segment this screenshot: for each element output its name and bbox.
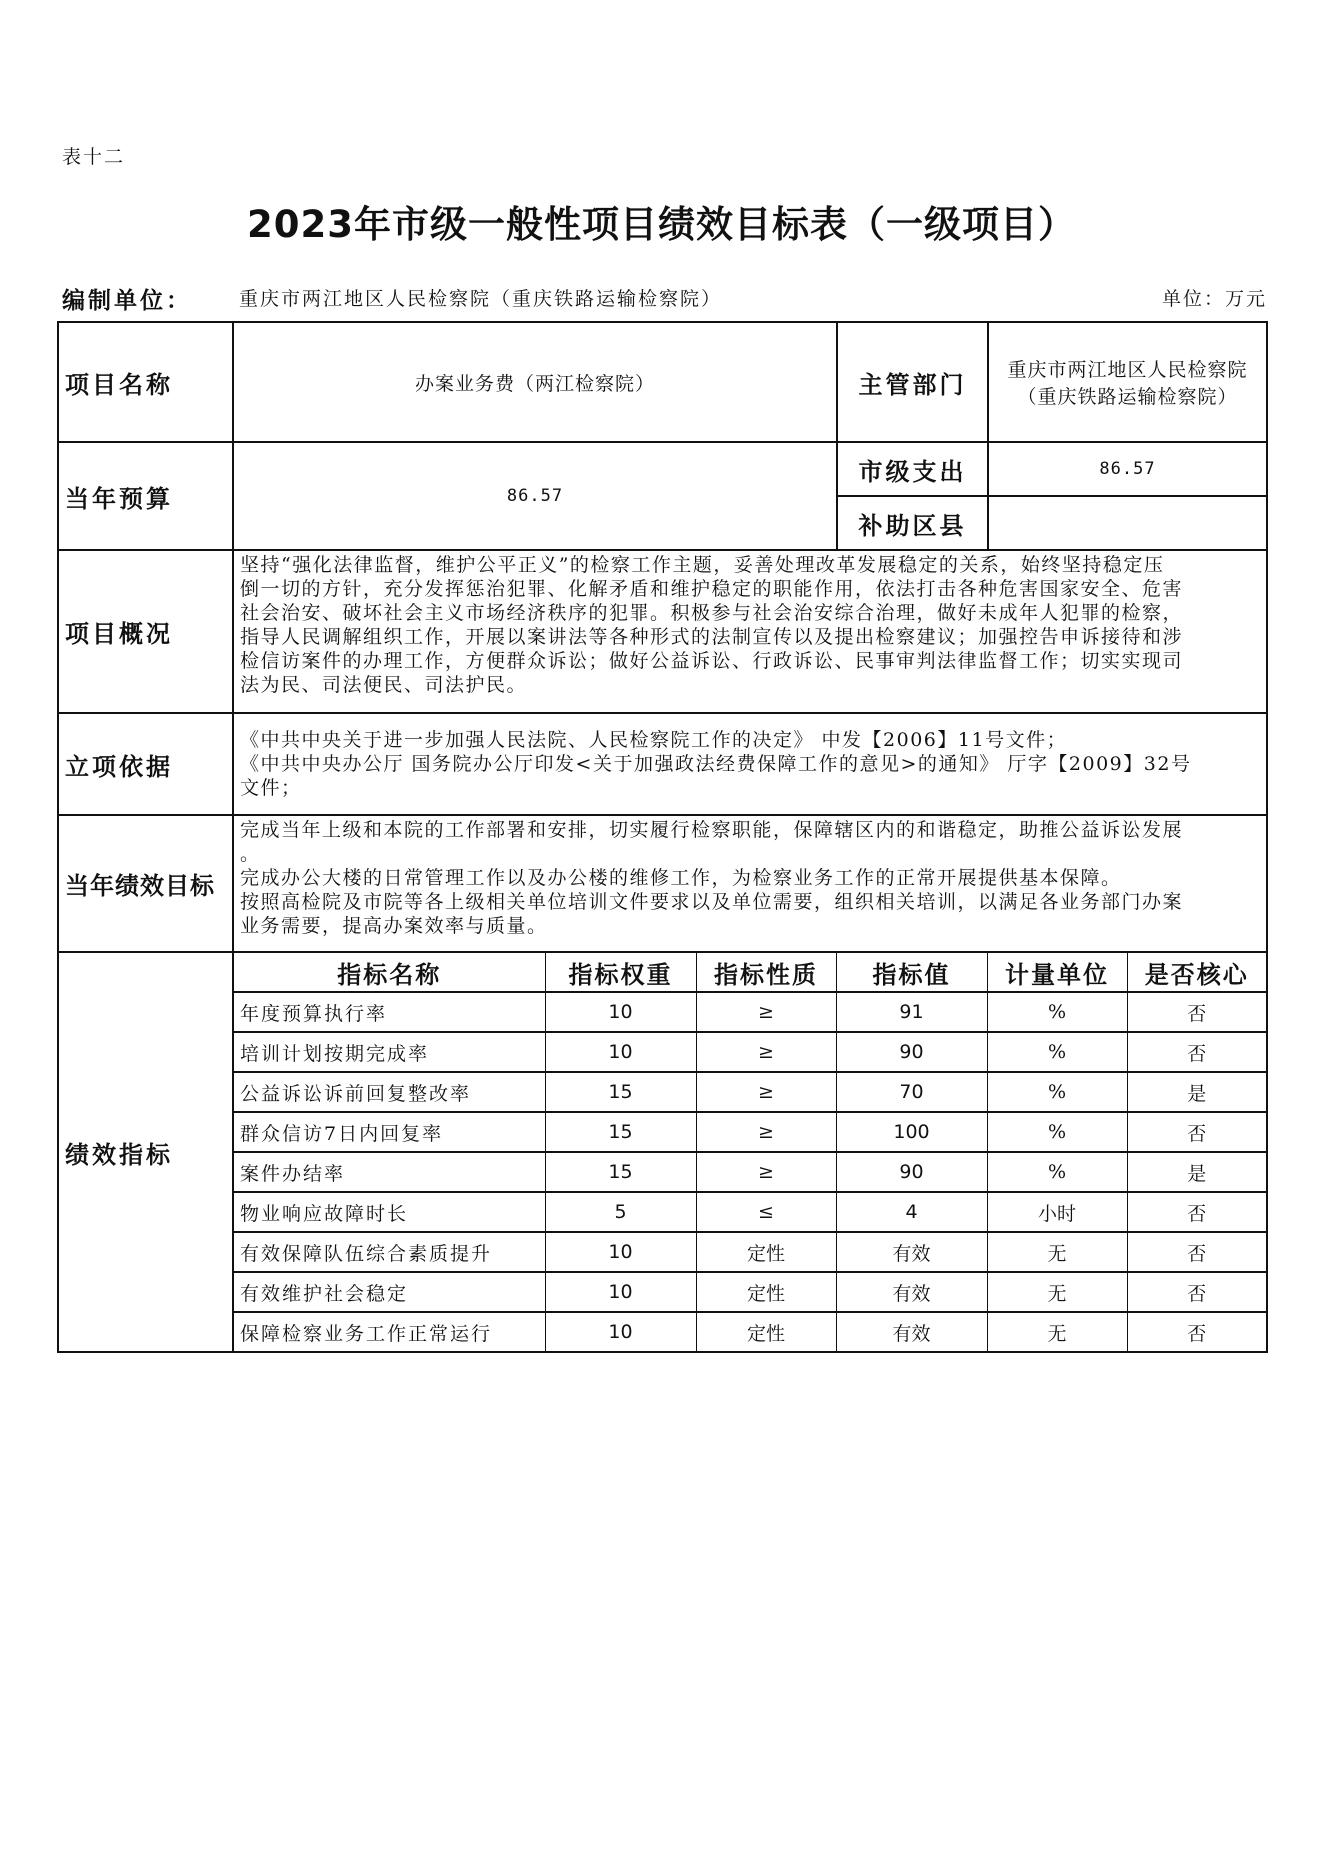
indicator-core: 否 [1127, 1112, 1266, 1152]
indicator-nature: ≥ [696, 1112, 836, 1152]
overview-line: 检信访案件的办理工作，方便群众诉讼；做好公益诉讼、行政诉讼、民事审判法律监督工作；切实实现司 [240, 650, 1184, 672]
indicator-value: 有效 [836, 1232, 987, 1272]
indicator-core: 是 [1127, 1072, 1266, 1112]
indicator-name: 培训计划按期完成率 [234, 1032, 545, 1072]
indicator-nature: 定性 [696, 1272, 836, 1312]
indicator-weight: 10 [545, 1232, 696, 1272]
indicator-core: 否 [1127, 1272, 1266, 1312]
indicator-value: 4 [836, 1192, 987, 1232]
indicator-name: 物业响应故障时长 [234, 1192, 545, 1232]
goals-label: 当年绩效目标 [58, 815, 233, 952]
indicator-weight: 15 [545, 1152, 696, 1192]
city-expense-value: 86.57 [988, 442, 1267, 496]
indicator-unit: 小时 [987, 1192, 1127, 1232]
indicator-nature: ≥ [696, 1072, 836, 1112]
overview-line: 倒一切的方针，充分发挥惩治犯罪、化解矛盾和维护稳定的职能作用，依法打击各种危害国家安全、危害 [240, 578, 1184, 600]
org-label: 编制单位： [62, 287, 192, 314]
overview-label: 项目概况 [58, 550, 233, 713]
indicator-value: 有效 [836, 1312, 987, 1351]
overview-text [233, 550, 1267, 713]
goals-line: 完成当年上级和本院的工作部署和安排，切实履行检察职能，保障辖区内的和谐稳定，助推公益诉讼发展 [240, 819, 1184, 841]
subsidy-label: 补助区县 [837, 496, 988, 550]
indicator-weight: 10 [545, 1032, 696, 1072]
goals-row [58, 815, 1267, 952]
overview-line: 指导人民调解组织工作，开展以案讲法等各种形式的法制宣传以及提出检察建议；加强控告申诉接待和涉 [240, 626, 1184, 648]
indicators-row [58, 952, 1267, 1352]
budget-row [58, 442, 1267, 496]
indicator-weight: 10 [545, 992, 696, 1032]
goals-line: 按照高检院及市院等各上级相关单位培训文件要求以及单位需要，组织相关培训，以满足各业务部门办案 [240, 891, 1184, 913]
indicator-weight: 5 [545, 1192, 696, 1232]
col-header: 指标值 [836, 953, 987, 992]
indicator-nature: 定性 [696, 1312, 836, 1351]
dept-value [988, 322, 1267, 442]
dept-label: 主管部门 [837, 322, 988, 442]
indicator-weight: 15 [545, 1112, 696, 1152]
indicator-core: 否 [1127, 1192, 1266, 1232]
city-expense-label: 市级支出 [837, 442, 988, 496]
indicator-nature: 定性 [696, 1232, 836, 1272]
indicator-core: 否 [1127, 1232, 1266, 1272]
indicator-name: 年度预算执行率 [234, 992, 545, 1032]
table-row [234, 1152, 1266, 1192]
table-row [234, 1112, 1266, 1152]
indicator-unit: % [987, 1112, 1127, 1152]
indicator-unit: 无 [987, 1312, 1127, 1351]
basis-label: 立项依据 [58, 713, 233, 815]
indicator-unit: % [987, 1032, 1127, 1072]
indicator-value: 70 [836, 1072, 987, 1112]
table-row [234, 1032, 1266, 1072]
dept-value-line2: （重庆铁路运输检察院） [1017, 386, 1238, 408]
indicator-nature: ≥ [696, 1152, 836, 1192]
indicator-name: 案件办结率 [234, 1152, 545, 1192]
performance-table [57, 321, 1268, 1353]
table-number: 表十二 [62, 146, 126, 168]
indicators-cell [233, 952, 1267, 1352]
goals-line: 。 [240, 843, 261, 865]
overview-line: 坚持“强化法律监督，维护公平正义”的检察工作主题，妥善处理改革发展稳定的关系，始终坚持稳定压 [240, 554, 1165, 576]
indicator-weight: 10 [545, 1272, 696, 1312]
unit-label: 单位：万元 [1161, 288, 1267, 310]
basis-line: 文件； [240, 777, 302, 799]
indicator-core: 否 [1127, 992, 1266, 1032]
col-header: 指标名称 [234, 953, 545, 992]
table-row [234, 1312, 1266, 1351]
overview-line: 社会治安、破坏社会主义市场经济秩序的犯罪。积极参与社会治安综合治理，做好未成年人犯罪的检察， [240, 602, 1184, 624]
basis-line: 《中共中央关于进一步加强人民法院、人民检察院工作的决定》 中发【2006】11号文件； [240, 729, 1068, 751]
indicator-value: 100 [836, 1112, 987, 1152]
indicator-name: 群众信访7日内回复率 [234, 1112, 545, 1152]
indicator-nature: ≤ [696, 1192, 836, 1232]
table-row [234, 1072, 1266, 1112]
indicator-unit: % [987, 992, 1127, 1032]
budget-label: 当年预算 [58, 442, 233, 550]
indicator-weight: 15 [545, 1072, 696, 1112]
indicator-weight: 10 [545, 1312, 696, 1351]
overview-line: 法为民、司法便民、司法护民。 [240, 674, 528, 696]
indicator-name: 有效保障队伍综合素质提升 [234, 1232, 545, 1272]
indicator-name: 公益诉讼诉前回复整改率 [234, 1072, 545, 1112]
indicator-value: 91 [836, 992, 987, 1032]
project-name-row [58, 322, 1267, 442]
org-value: 重庆市两江地区人民检察院（重庆铁路运输检察院） [239, 288, 723, 310]
table-row [234, 1232, 1266, 1272]
indicator-core: 否 [1127, 1032, 1266, 1072]
indicator-unit: 无 [987, 1232, 1127, 1272]
dept-value-line1: 重庆市两江地区人民检察院 [1007, 359, 1248, 381]
org-line [62, 282, 1267, 312]
indicator-core: 否 [1127, 1312, 1266, 1351]
project-name-value: 办案业务费（两江检察院） [233, 322, 837, 442]
overview-row [58, 550, 1267, 713]
col-header: 计量单位 [987, 953, 1127, 992]
basis-text [233, 713, 1267, 815]
indicators-table [234, 953, 1266, 1351]
indicator-core: 是 [1127, 1152, 1266, 1192]
indicator-nature: ≥ [696, 992, 836, 1032]
col-header: 是否核心 [1127, 953, 1266, 992]
project-name-label: 项目名称 [58, 322, 233, 442]
subsidy-value [988, 496, 1267, 550]
indicator-unit: % [987, 1152, 1127, 1192]
basis-row [58, 713, 1267, 815]
indicator-nature: ≥ [696, 1032, 836, 1072]
table-row [234, 992, 1266, 1032]
indicators-label: 绩效指标 [58, 952, 233, 1352]
col-header: 指标性质 [696, 953, 836, 992]
indicator-name: 保障检察业务工作正常运行 [234, 1312, 545, 1351]
goals-line: 业务需要，提高办案效率与质量。 [240, 915, 548, 937]
indicator-value: 有效 [836, 1272, 987, 1312]
table-row [234, 1272, 1266, 1312]
basis-line: 《中共中央办公厅 国务院办公厅印发<关于加强政法经费保障工作的意见>的通知》 厅字【2009】32号 [240, 753, 1192, 775]
indicator-value: 90 [836, 1152, 987, 1192]
col-header: 指标权重 [545, 953, 696, 992]
indicator-unit: % [987, 1072, 1127, 1112]
goals-text [233, 815, 1267, 952]
budget-value: 86.57 [233, 442, 837, 550]
indicator-name: 有效维护社会稳定 [234, 1272, 545, 1312]
goals-line: 完成办公大楼的日常管理工作以及办公楼的维修工作，为检察业务工作的正常开展提供基本保障。 [240, 867, 1122, 889]
table-row [234, 1192, 1266, 1232]
page-title: 2023年市级一般性项目绩效目标表（一级项目） [247, 203, 1076, 246]
indicators-header [234, 953, 1266, 992]
indicator-unit: 无 [987, 1272, 1127, 1312]
indicator-value: 90 [836, 1032, 987, 1072]
